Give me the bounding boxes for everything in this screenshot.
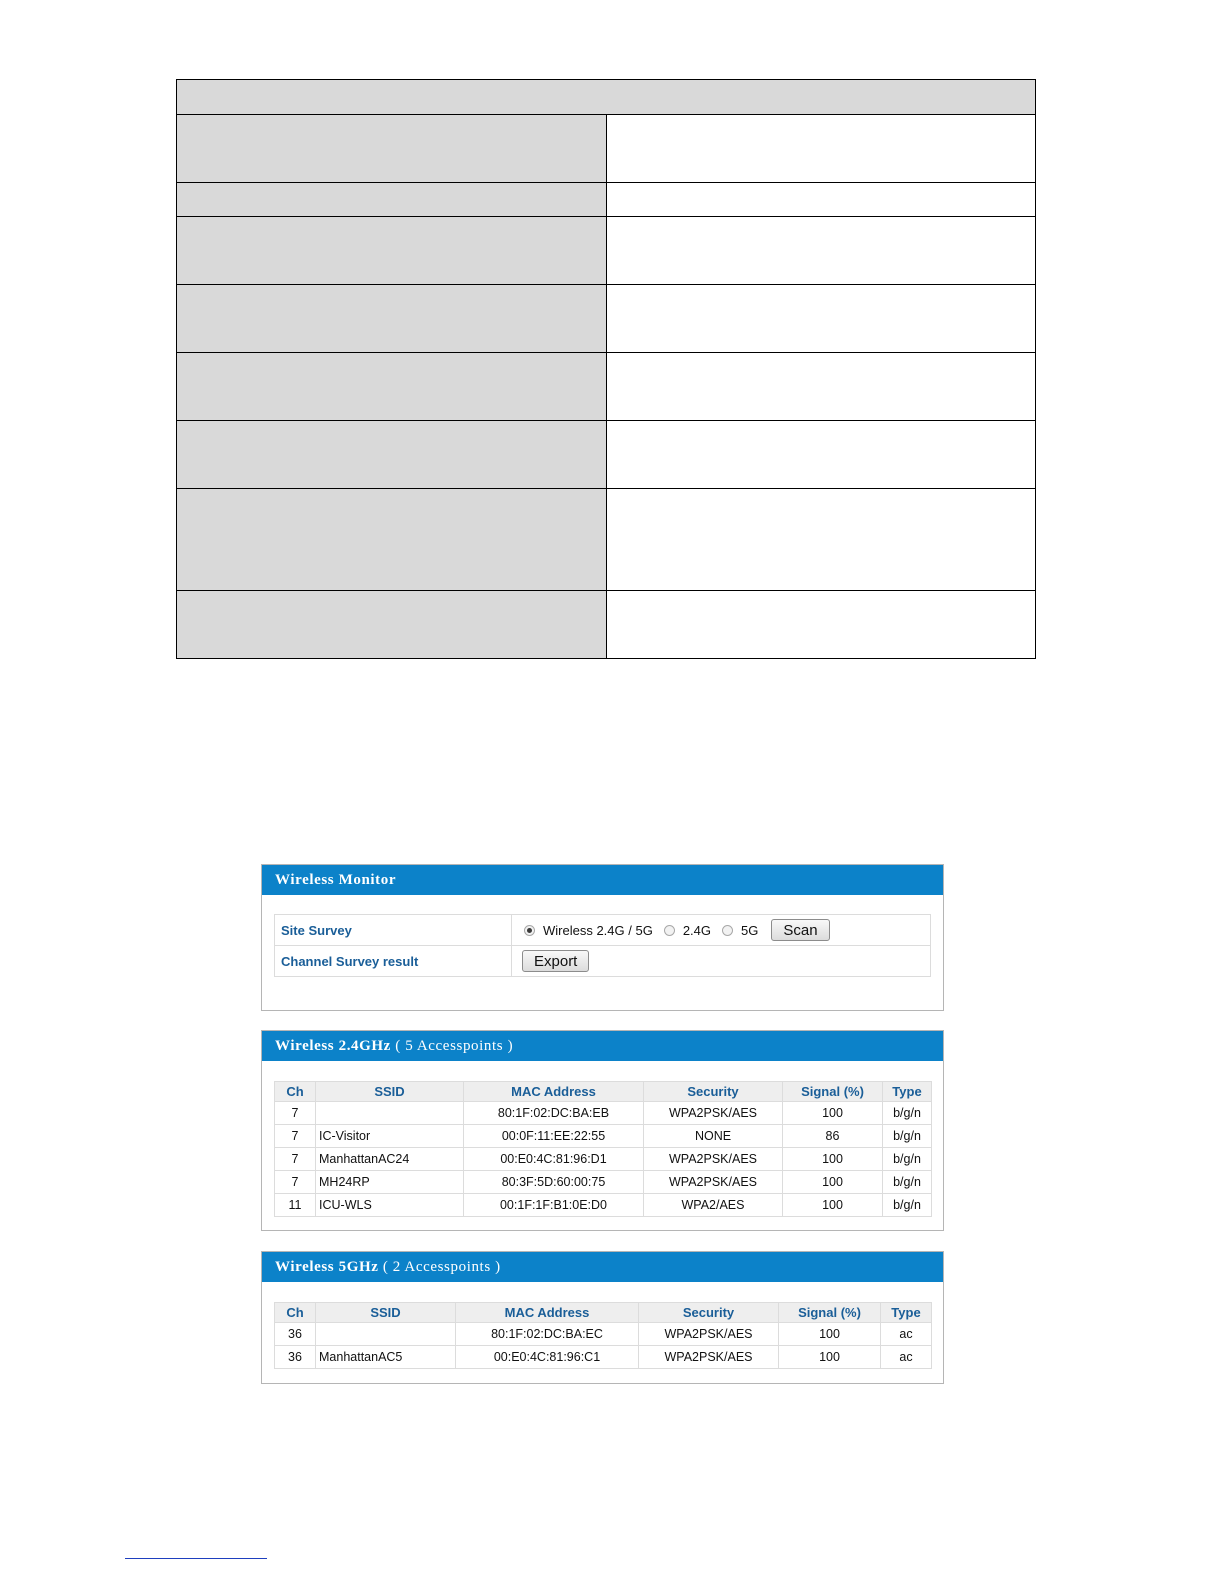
document-table-row	[177, 421, 1036, 489]
footer-link-underline[interactable]	[125, 1558, 267, 1559]
table-row[interactable]	[275, 1125, 932, 1148]
document-table-header	[177, 80, 1036, 115]
wireless-5ghz-title: Wireless 5GHz	[275, 1259, 379, 1275]
cell-security: WPA2PSK/AES	[644, 1148, 783, 1171]
cell-type: ac	[881, 1323, 932, 1346]
wireless-24ghz-title: Wireless 2.4GHz	[275, 1038, 391, 1054]
cell-security: NONE	[644, 1125, 783, 1148]
cell-type: b/g/n	[883, 1194, 932, 1217]
table-row[interactable]	[275, 1346, 932, 1369]
ap-table-5ghz	[274, 1302, 932, 1369]
document-table-row	[177, 285, 1036, 353]
channel-survey-label: Channel Survey result	[275, 946, 512, 977]
cell-ssid: ManhattanAC5	[316, 1346, 456, 1369]
ap-table-24ghz	[274, 1081, 932, 1217]
channel-survey-row	[275, 946, 931, 977]
cell-ch: 36	[275, 1323, 316, 1346]
wireless-24ghz-panel	[261, 1030, 944, 1231]
cell-security: WPA2/AES	[644, 1194, 783, 1217]
cell-ssid	[316, 1102, 464, 1125]
document-table-value-cell	[606, 421, 1036, 489]
document-table-value-cell	[606, 183, 1036, 217]
band-radio-group	[524, 915, 930, 945]
cell-security: WPA2PSK/AES	[639, 1323, 779, 1346]
cell-signal: 100	[783, 1171, 883, 1194]
document-table-label-cell	[177, 183, 607, 217]
radio-24g[interactable]	[664, 925, 675, 936]
cell-type: b/g/n	[883, 1148, 932, 1171]
cell-mac: 00:0F:11:EE:22:55	[464, 1125, 644, 1148]
radio-24g-label[interactable]: 2.4G	[682, 922, 711, 938]
radio-wireless-both-label[interactable]: Wireless 2.4G / 5G	[543, 922, 653, 938]
wireless-5ghz-panel	[261, 1251, 944, 1384]
document-table-label-cell	[177, 115, 607, 183]
wireless-monitor-header	[262, 865, 943, 895]
cell-ch: 11	[275, 1194, 316, 1217]
scan-button[interactable]: Scan	[771, 919, 829, 941]
cell-security: WPA2PSK/AES	[644, 1171, 783, 1194]
ap-table-header-row	[275, 1303, 932, 1323]
document-table-value-cell	[606, 353, 1036, 421]
document-table	[176, 79, 1036, 659]
cell-signal: 100	[783, 1148, 883, 1171]
col-header-ch: Ch	[275, 1082, 316, 1102]
document-table-value-cell	[606, 115, 1036, 183]
document-table-row	[177, 217, 1036, 285]
site-survey-controls	[512, 915, 931, 946]
document-table-value-cell	[606, 285, 1036, 353]
wireless-monitor-panel	[261, 864, 944, 1011]
col-header-security: Security	[644, 1082, 783, 1102]
col-header-signal: Signal (%)	[779, 1303, 881, 1323]
cell-signal: 86	[783, 1125, 883, 1148]
document-table-label-cell	[177, 353, 607, 421]
table-row[interactable]	[275, 1323, 932, 1346]
cell-ch: 7	[275, 1148, 316, 1171]
wireless-5ghz-count: ( 2 Accesspoints )	[382, 1259, 501, 1275]
radio-wireless-both[interactable]	[524, 925, 535, 936]
cell-ch: 7	[275, 1102, 316, 1125]
cell-ssid: IC-Visitor	[316, 1125, 464, 1148]
cell-mac: 80:1F:02:DC:BA:EB	[464, 1102, 644, 1125]
table-row[interactable]	[275, 1194, 932, 1217]
cell-security: WPA2PSK/AES	[639, 1346, 779, 1369]
col-header-ssid: SSID	[316, 1303, 456, 1323]
site-survey-row	[275, 915, 931, 946]
document-table-label-cell	[177, 421, 607, 489]
wireless-5ghz-header	[262, 1252, 943, 1282]
cell-type: ac	[881, 1346, 932, 1369]
site-survey-label: Site Survey	[275, 915, 512, 946]
col-header-ch: Ch	[275, 1303, 316, 1323]
cell-mac: 00:E0:4C:81:96:D1	[464, 1148, 644, 1171]
cell-mac: 80:1F:02:DC:BA:EC	[456, 1323, 639, 1346]
cell-ch: 7	[275, 1125, 316, 1148]
document-table-label-cell	[177, 217, 607, 285]
cell-signal: 100	[783, 1102, 883, 1125]
table-row[interactable]	[275, 1102, 932, 1125]
document-table-value-cell	[606, 217, 1036, 285]
cell-type: b/g/n	[883, 1171, 932, 1194]
cell-mac: 00:E0:4C:81:96:C1	[456, 1346, 639, 1369]
document-table-label-cell	[177, 285, 607, 353]
document-table-row	[177, 183, 1036, 217]
document-table-row	[177, 489, 1036, 591]
col-header-type: Type	[883, 1082, 932, 1102]
cell-mac: 00:1F:1F:B1:0E:D0	[464, 1194, 644, 1217]
table-row[interactable]	[275, 1171, 932, 1194]
cell-ssid	[316, 1323, 456, 1346]
document-table-row	[177, 591, 1036, 659]
document-table-label-cell	[177, 591, 607, 659]
cell-ssid: ICU-WLS	[316, 1194, 464, 1217]
document-table-row	[177, 353, 1036, 421]
cell-signal: 100	[783, 1194, 883, 1217]
cell-type: b/g/n	[883, 1102, 932, 1125]
col-header-security: Security	[639, 1303, 779, 1323]
wireless-monitor-title: Wireless Monitor	[275, 872, 397, 888]
cell-ssid: MH24RP	[316, 1171, 464, 1194]
wireless-24ghz-header	[262, 1031, 943, 1061]
document-table-value-cell	[606, 489, 1036, 591]
cell-security: WPA2PSK/AES	[644, 1102, 783, 1125]
cell-signal: 100	[779, 1323, 881, 1346]
export-button[interactable]: Export	[522, 950, 589, 972]
wireless-monitor-settings	[274, 914, 931, 977]
document-table-value-cell	[606, 591, 1036, 659]
ap-table-header-row	[275, 1082, 932, 1102]
cell-ssid: ManhattanAC24	[316, 1148, 464, 1171]
document-table-label-cell	[177, 489, 607, 591]
document-table-header-row	[177, 80, 1036, 115]
wireless-24ghz-count: ( 5 Accesspoints )	[395, 1038, 514, 1054]
col-header-mac: MAC Address	[456, 1303, 639, 1323]
col-header-type: Type	[881, 1303, 932, 1323]
cell-type: b/g/n	[883, 1125, 932, 1148]
cell-signal: 100	[779, 1346, 881, 1369]
col-header-signal: Signal (%)	[783, 1082, 883, 1102]
radio-5g-label[interactable]: 5G	[741, 922, 759, 938]
channel-survey-controls	[512, 946, 931, 977]
cell-ch: 36	[275, 1346, 316, 1369]
col-header-mac: MAC Address	[464, 1082, 644, 1102]
col-header-ssid: SSID	[316, 1082, 464, 1102]
table-row[interactable]	[275, 1148, 932, 1171]
cell-mac: 80:3F:5D:60:00:75	[464, 1171, 644, 1194]
cell-ch: 7	[275, 1171, 316, 1194]
radio-5g[interactable]	[722, 925, 733, 936]
document-table-row	[177, 115, 1036, 183]
